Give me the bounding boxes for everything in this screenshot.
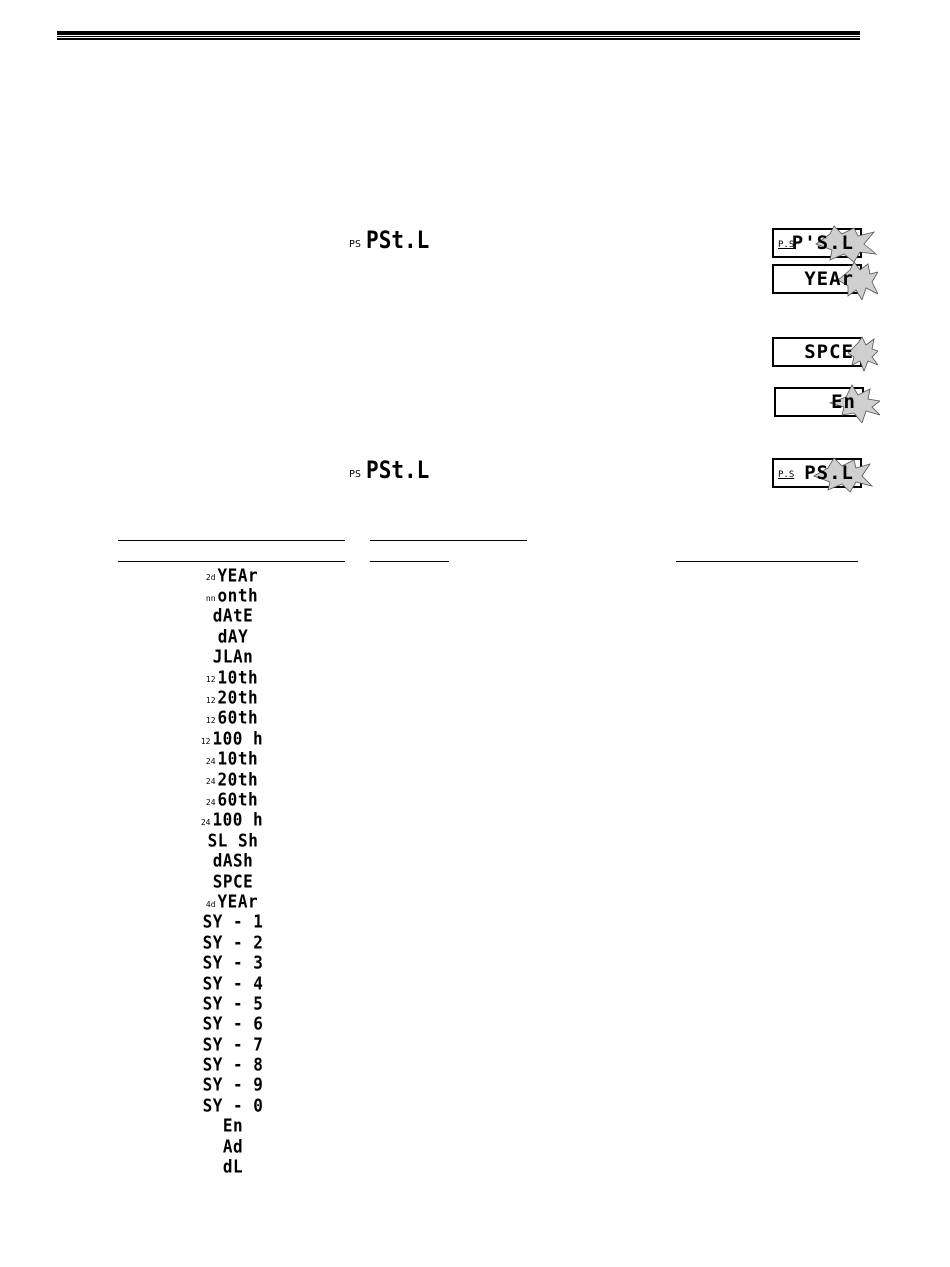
code-text: SY - 0	[202, 1094, 264, 1116]
display-code-list	[118, 565, 346, 1177]
code-text: 100 h	[212, 727, 264, 749]
code-list-item	[118, 1116, 346, 1136]
code-list-item	[118, 769, 346, 789]
code-list-item	[118, 891, 346, 911]
display-text: En	[831, 391, 856, 413]
inline-code-text: PSt.L	[366, 456, 430, 484]
code-list-item	[118, 1156, 346, 1176]
inline-code-pst-l-second	[349, 458, 429, 482]
code-list-item	[118, 647, 346, 667]
display-text: SPCE	[804, 341, 854, 363]
inline-code-superscript: PS	[349, 469, 362, 480]
table-header-rule	[118, 561, 345, 562]
code-superscript: 12	[200, 736, 211, 746]
code-text: SY - 2	[202, 931, 264, 953]
code-superscript: 12	[205, 675, 216, 685]
inline-code-superscript: PS	[349, 239, 362, 250]
lcd-display-year	[772, 264, 862, 294]
code-text: En	[222, 1115, 244, 1137]
code-text: 60th	[217, 707, 259, 729]
code-list-item	[118, 606, 346, 626]
code-superscript: 24	[200, 818, 211, 828]
code-list-item	[118, 912, 346, 932]
code-text: YEAr	[217, 564, 259, 586]
code-text: 10th	[217, 666, 259, 688]
lcd-display-pst-l-final	[772, 458, 862, 488]
code-text: 10th	[217, 748, 259, 770]
code-text: SY - 6	[202, 1013, 264, 1035]
code-list-item	[118, 810, 346, 830]
code-list-item	[118, 1014, 346, 1034]
code-list-item	[118, 728, 346, 748]
table-header-rule	[676, 561, 858, 562]
code-superscript: 24	[205, 777, 216, 787]
table-header-rule	[118, 540, 345, 541]
code-list-item	[118, 1075, 346, 1095]
code-text: dAY	[217, 625, 249, 647]
table-header-rule	[370, 540, 527, 541]
code-superscript: 24	[205, 756, 216, 766]
display-text: PS.L	[804, 462, 854, 484]
lcd-display-en	[774, 387, 864, 417]
code-text: onth	[217, 585, 259, 607]
code-list-item	[118, 789, 346, 809]
code-list-item	[118, 708, 346, 728]
code-list-item	[118, 626, 346, 646]
code-list-item	[118, 749, 346, 769]
code-text: dASh	[212, 850, 254, 872]
code-superscript: nn	[205, 593, 216, 603]
display-text: P'S.L	[791, 232, 854, 254]
code-text: SPCE	[212, 870, 254, 892]
inline-code-text: PSt.L	[366, 226, 430, 254]
code-list-item	[118, 667, 346, 687]
code-superscript: 4d	[205, 899, 216, 909]
code-list-item	[118, 1095, 346, 1115]
code-text: SY - 8	[202, 1054, 264, 1076]
code-superscript: 24	[205, 797, 216, 807]
code-list-item	[118, 850, 346, 870]
display-superscript: P.S	[778, 240, 795, 250]
code-text: SY - 3	[202, 952, 264, 974]
table-header-rule	[370, 561, 449, 562]
code-list-item	[118, 1136, 346, 1156]
code-superscript: 2d	[205, 573, 216, 583]
code-text: 20th	[217, 768, 259, 790]
code-text: 100 h	[212, 809, 264, 831]
header-rule	[57, 31, 860, 40]
code-list-item	[118, 687, 346, 707]
lcd-display-spce	[772, 337, 862, 367]
code-superscript: 12	[205, 695, 216, 705]
code-text: SY - 7	[202, 1033, 264, 1055]
code-text: dL	[222, 1156, 244, 1177]
code-list-item	[118, 973, 346, 993]
code-text: SY - 5	[202, 992, 264, 1014]
code-list-item	[118, 565, 346, 585]
display-superscript: P.S	[778, 470, 795, 480]
code-text: Ad	[222, 1135, 244, 1157]
code-list-item	[118, 830, 346, 850]
code-list-item	[118, 585, 346, 605]
code-text: SY - 1	[202, 911, 264, 933]
code-list-item	[118, 871, 346, 891]
code-text: YEAr	[217, 890, 259, 912]
code-text: SY - 9	[202, 1074, 264, 1096]
code-text: SL Sh	[207, 829, 259, 851]
code-text: 20th	[217, 687, 259, 708]
code-superscript: 12	[205, 716, 216, 726]
code-list-item	[118, 993, 346, 1013]
code-text: 60th	[217, 789, 259, 810]
lcd-display-pst-l	[772, 228, 862, 258]
code-text: JLAn	[212, 646, 254, 668]
display-text: YEAr	[804, 268, 854, 290]
code-text: SY - 4	[202, 972, 264, 994]
code-list-item	[118, 932, 346, 952]
code-list-item	[118, 1034, 346, 1054]
code-text: dAtE	[212, 605, 254, 627]
code-list-item	[118, 952, 346, 972]
code-list-item	[118, 1054, 346, 1074]
inline-code-pst-l-first	[349, 228, 429, 252]
